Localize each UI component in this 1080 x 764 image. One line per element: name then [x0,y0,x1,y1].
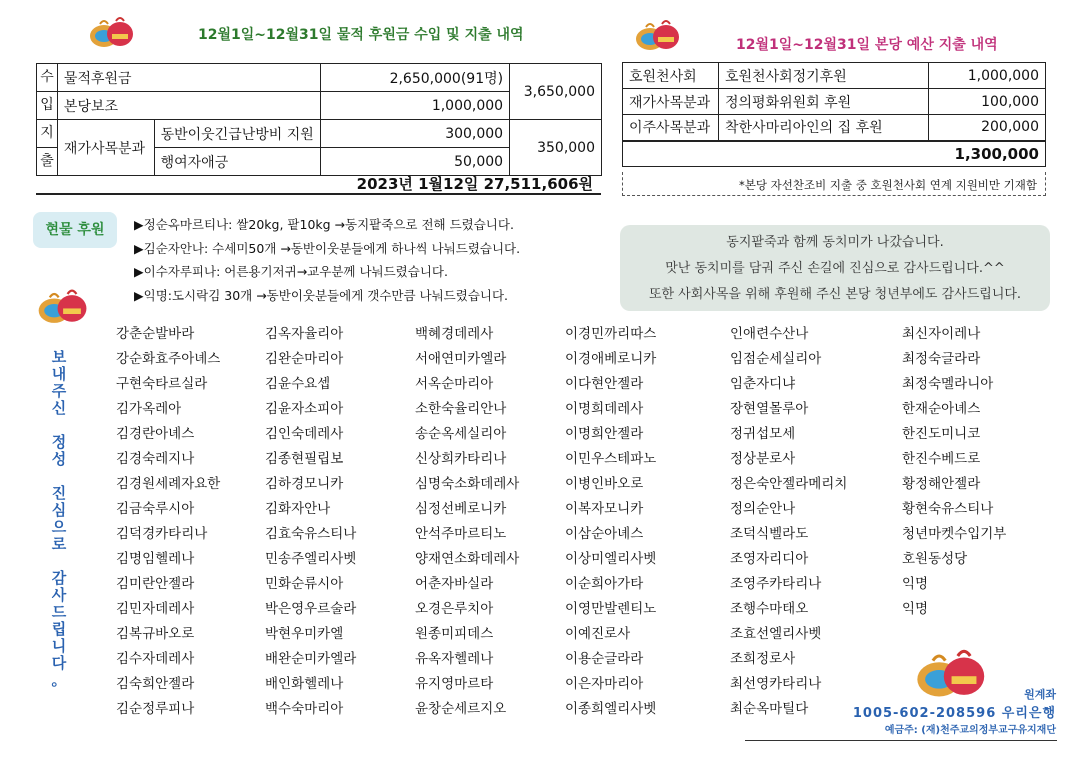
donor-name: 백수숙마리아 [265,701,344,717]
lucky-pouch-icon [634,15,680,51]
expense-group: 재가사목분과 [57,120,154,176]
left-title: 12월1일~12월31일 물적 후원금 수입 및 지출 내역 [198,27,524,43]
donor-name: 김명임헬레나 [116,551,195,567]
donation-income-expense-table [36,63,602,176]
divider [745,740,1057,741]
donor-name: 김숙희안젤라 [116,676,195,692]
donor-name: 조영자리디아 [730,551,809,567]
side-char: 다 [51,654,67,672]
donor-name: 정귀섭모세 [730,426,796,442]
donor-name: 황정해안젤라 [902,476,981,492]
donor-name: 신상희카타리나 [415,451,507,467]
donor-name: 박현우미카엘 [265,626,344,642]
donor-name: 최신자이레나 [902,326,981,342]
donor-name: 김덕경카타리나 [116,526,208,542]
vertical-thanks-text [47,349,71,689]
side-char: 내 [51,365,67,383]
donor-name: 김가옥레아 [116,401,182,417]
thanks-message [620,225,1050,311]
donor-name: 인애련수산나 [730,326,809,342]
donor-name: 서애연미카엘라 [415,351,507,367]
side-char: 。 [51,671,67,689]
donor-name: 임점순세실리아 [730,351,822,367]
expense-label-2: 출 [37,148,58,176]
donor-name: 이병인바오로 [565,476,644,492]
side-char: 심 [51,501,67,519]
income-name: 물적후원금 [57,64,320,92]
donor-name: 김효숙유스티나 [265,526,357,542]
side-char: 신 [51,399,67,417]
side-char: 감 [51,569,67,587]
message-line: 또한 사회사목을 위해 후원해 주신 본당 청년부에도 감사드립니다. [648,287,1022,302]
inkind-item: ▶정순옥마르티나: 쌀20kg, 팥10kg →동지팥죽으로 전해 드렸습니다. [134,217,514,232]
donor-name: 강춘순발바라 [116,326,195,342]
donor-name: 심정선베로니카 [415,501,507,517]
donor-name: 김종현필립보 [265,451,344,467]
donor-name: 배인화헬레나 [265,676,344,692]
donor-name: 정은숙안젤라메리치 [730,476,848,492]
message-line: 맛난 동치미를 담궈 주신 손길에 진심으로 감사드립니다.^^ [665,261,1005,276]
bank-account: 1005-602-208596 우리은행 [852,706,1056,721]
donor-name: 청년마켓수입기부 [902,526,1007,542]
donor-name: 김하경모니카 [265,476,344,492]
income-amount: 2,650,000(91명) [320,64,509,92]
budget-dept: 호원천사회 [623,63,719,89]
donor-name: 이예진로사 [565,626,631,642]
donor-name: 황현숙유스티나 [902,501,994,517]
budget-dept: 재가사목분과 [623,89,719,115]
expense-name: 행여자애긍 [154,148,320,176]
donor-name: 조영주카타리나 [730,576,822,592]
donor-name: 원종미피데스 [415,626,494,642]
income-label-1: 수 [37,64,58,92]
donor-name: 구현숙타르실라 [116,376,208,392]
donor-name: 김순정루피나 [116,701,195,717]
income-amount: 1,000,000 [320,92,509,120]
lucky-pouch-icon [34,284,90,324]
donor-name: 김옥자율리아 [265,326,344,342]
budget-item: 착한사마리아인의 집 후원 [719,115,929,141]
donor-name: 최순옥마틸다 [730,701,809,717]
donor-name: 윤창순세르지오 [415,701,507,717]
side-char: 보 [51,348,67,366]
donor-name: 최선영카타리나 [730,676,822,692]
donor-name: 이경민까리따스 [565,326,657,342]
side-char: 으 [51,518,67,536]
expense-amount: 300,000 [320,120,509,148]
donor-name: 김윤수요셉 [265,376,331,392]
inkind-list [134,213,520,307]
inkind-badge: 현물 후원 [33,212,117,248]
donor-name: 정상분로사 [730,451,796,467]
donor-name: 어춘자바실라 [415,576,494,592]
inkind-item: ▶김순자안나: 수세미50개 →동반이웃분들에게 하나씩 나눠드렸습니다. [134,240,521,256]
donor-name: 심명숙소화데레사 [415,476,520,492]
donor-name: 유옥자헬레나 [415,651,494,667]
donor-name: 이은자마리아 [565,676,644,692]
budget-dept: 이주사목분과 [623,115,719,141]
side-char: 주 [51,382,67,400]
donor-name: 호원동성당 [902,551,968,567]
donor-name: 민화순류시아 [265,576,344,592]
donor-name: 서옥순마리아 [415,376,494,392]
donor-name: 오경은루치아 [415,601,494,617]
donor-name: 이종희엘리사벳 [565,701,657,717]
expense-name: 동반이웃긴급난방비 지원 [154,120,320,148]
side-char: 드 [51,603,67,621]
side-char: 립 [51,620,67,638]
donor-name: 이삼순아녜스 [565,526,644,542]
donor-name: 이순희아가타 [565,576,644,592]
donor-name: 김인숙데레사 [265,426,344,442]
donor-name: 이민우스테파노 [565,451,657,467]
expense-label-1: 지 [37,120,58,148]
donor-name: 조행수마태오 [730,601,809,617]
parish-budget-table [622,62,1046,167]
income-label-2: 입 [37,92,58,120]
donor-name: 김완순마리아 [265,351,344,367]
side-char: 사 [51,586,67,604]
inkind-item: ▶이수자루피나: 어른용기저귀→교우분께 나눠드렸습니다. [134,264,448,279]
donor-name: 익명 [902,576,929,592]
side-char: 로 [51,535,67,553]
donor-name: 이상미엘리사벳 [565,551,657,567]
lucky-pouch-icon [88,12,134,48]
balance-line: 2023년 1월12일 27,511,606원 [36,173,601,195]
donor-name: 김경숙레지나 [116,451,195,467]
donor-name: 이경애베로니카 [565,351,657,367]
donor-name: 김금숙루시아 [116,501,195,517]
donor-name: 조희정로사 [730,651,796,667]
budget-total: 1,300,000 [623,141,1046,167]
donor-name: 이복자모니카 [565,501,644,517]
bank-label: 원계좌 [1024,688,1056,701]
message-line: 동지팥죽과 함께 동치미가 나갔습니다. [726,235,944,250]
budget-item: 호원천사회정기후원 [719,63,929,89]
donor-name: 김미란안젤라 [116,576,195,592]
budget-amount: 1,000,000 [929,63,1046,89]
donor-name: 소한숙율리안나 [415,401,507,417]
side-char: 성 [51,450,67,468]
donor-name: 이영만발렌티노 [565,601,657,617]
donor-name: 안석주마르티노 [415,526,507,542]
donor-name: 한재순아녜스 [902,401,981,417]
donor-name: 이용순글라라 [565,651,644,667]
donor-name: 송순옥세실리아 [415,426,507,442]
donor-name: 김윤자소피아 [265,401,344,417]
donor-name: 김경원세례자요한 [116,476,221,492]
side-char [47,417,71,434]
side-char [47,553,71,570]
inkind-item: ▶익명:도시락김 30개 →동반이웃분들에게 갯수만큼 나눠드렸습니다. [134,287,509,303]
budget-note: *본당 자선찬조비 지출 중 호원천사회 연계 지원비만 기재함 [622,172,1046,196]
side-char [47,468,71,485]
expense-total: 350,000 [510,120,602,176]
budget-amount: 100,000 [929,89,1046,115]
budget-item: 정의평화위원회 후원 [719,89,929,115]
bank-info [853,686,1056,736]
right-title: 12월1일~12월31일 본당 예산 지출 내역 [736,37,998,53]
income-total: 3,650,000 [510,64,602,120]
donor-name: 강순화효주아녜스 [116,351,221,367]
side-char: 진 [51,484,67,502]
donor-name: 익명 [902,601,929,617]
expense-amount: 50,000 [320,148,509,176]
donor-name: 조덕식벨라도 [730,526,809,542]
budget-amount: 200,000 [929,115,1046,141]
donor-name: 이다현안젤라 [565,376,644,392]
donor-name: 배완순미카엘라 [265,651,357,667]
donor-name: 임춘자디냐 [730,376,796,392]
donor-name: 이명희안젤라 [565,426,644,442]
donor-name: 김경란아녜스 [116,426,195,442]
donor-name: 최정숙글라라 [902,351,981,367]
bank-holder: 예금주: (재)천주교의정부교구유지재단 [884,725,1056,736]
donor-name: 유지영마르타 [415,676,494,692]
donor-name: 한진도미니코 [902,426,981,442]
donor-name: 장현열몰루아 [730,401,809,417]
donor-name: 김민자데레사 [116,601,195,617]
donor-name: 한진수베드로 [902,451,981,467]
donor-name: 김수자데레사 [116,651,195,667]
donor-name: 민송주엘리사벳 [265,551,357,567]
donor-name: 김화자안나 [265,501,331,517]
side-char: 니 [51,637,67,655]
side-char: 정 [51,433,67,451]
donor-name: 백혜경데레사 [415,326,494,342]
donor-name: 최정숙멜라니아 [902,376,994,392]
donor-name: 김복규바오로 [116,626,195,642]
donor-name: 박은영우르술라 [265,601,357,617]
donor-list [116,322,1042,722]
donor-name: 정의순안나 [730,501,796,517]
donor-name: 조효선엘리사벳 [730,626,822,642]
donor-name: 양재연소화데레사 [415,551,520,567]
donor-name: 이명희데레사 [565,401,644,417]
income-name: 본당보조 [57,92,320,120]
